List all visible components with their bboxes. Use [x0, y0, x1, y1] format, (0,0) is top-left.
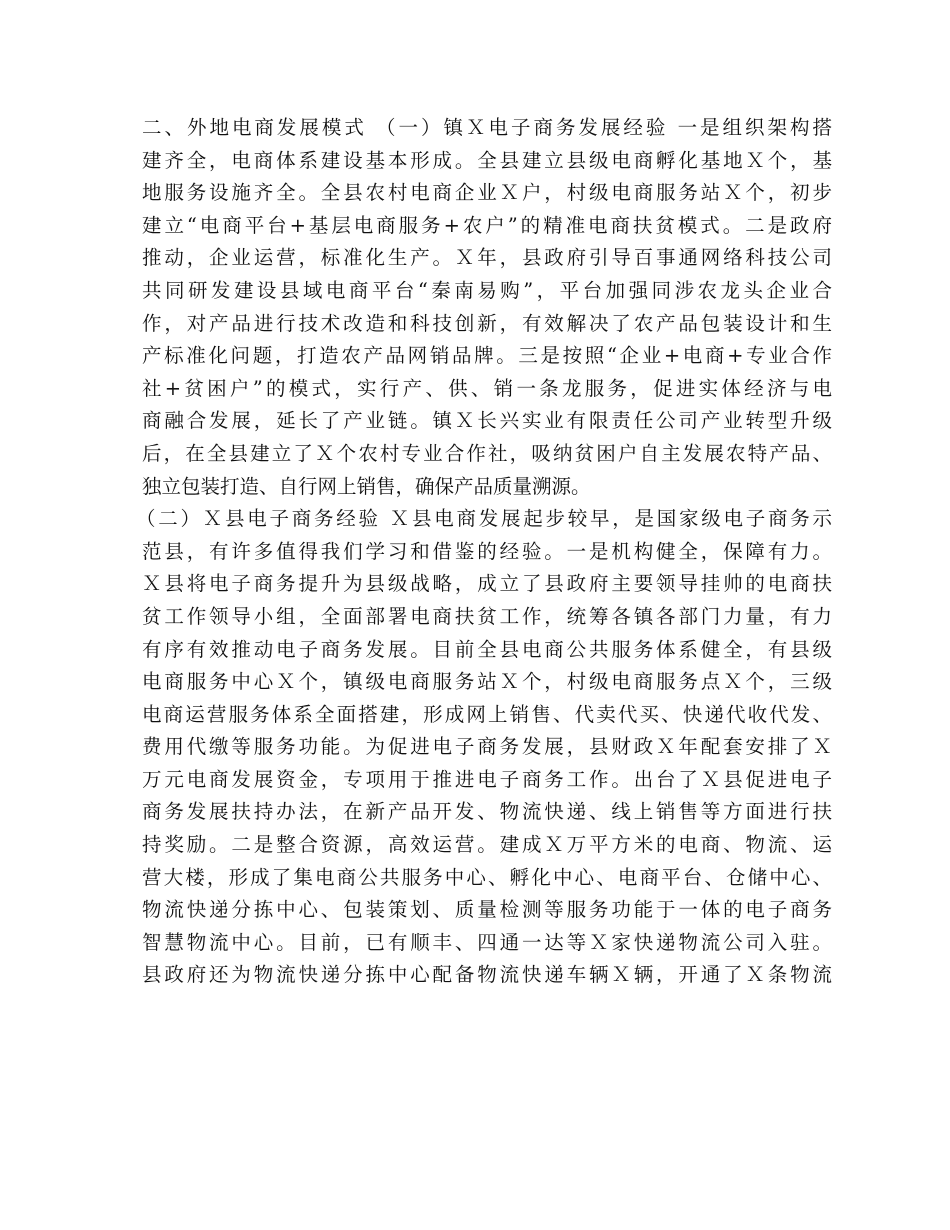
- text-line: 持奖励。二是整合资源，高效运营。建成Ｘ万平方米的电商、物流、运: [142, 833, 832, 857]
- text-line: 建齐全，电商体系建设基本形成。全县建立县级电商孵化基地Ｘ个，基: [142, 148, 832, 172]
- text-line: 作，对产品进行技术改造和科技创新，有效解决了农产品包装设计和生: [142, 311, 832, 335]
- text-line: 万元电商发展资金，专项用于推进电子商务工作。出台了Ｘ县促进电子: [142, 767, 832, 791]
- text-line: 营大楼，形成了集电商公共服务中心、孵化中心、电商平台、仓储中心、: [142, 865, 832, 889]
- text-line: 有序有效推动电子商务发展。目前全县电商公共服务体系健全，有县级: [142, 637, 832, 661]
- text-line: （二）Ｘ县电子商务经验 Ｘ县电商发展起步较早，是国家级电子商务示: [136, 507, 832, 531]
- text-line: 范县，有许多值得我们学习和借鉴的经验。一是机构健全，保障有力。: [142, 539, 832, 563]
- body-text: [136, 112, 832, 992]
- text-line: 推动，企业运营，标准化生产。Ｘ年，县政府引导百事通网络科技公司: [142, 246, 832, 270]
- text-line: 贫工作领导小组，全面部署电商扶贫工作，统筹各镇各部门力量，有力: [142, 604, 832, 628]
- text-line: 电商服务中心Ｘ个，镇级电商服务站Ｘ个，村级电商服务点Ｘ个，三级: [142, 670, 832, 694]
- text-line: 智慧物流中心。目前，已有顺丰、四通一达等Ｘ家快递物流公司入驻。: [142, 930, 832, 954]
- text-line: 建立“电商平台+基层电商服务+农户”的精准电商扶贫模式。二是政府: [142, 213, 832, 237]
- text-line: 商务发展扶持办法，在新产品开发、物流快递、线上销售等方面进行扶: [142, 800, 832, 824]
- text-line: 产标准化问题，打造农产品网销品牌。三是按照“企业+电商+专业合作: [142, 344, 832, 368]
- text-line: 二、外地电商发展模式 （一）镇Ｘ电子商务发展经验 一是组织架构搭: [142, 116, 832, 139]
- text-line: 地服务设施齐全。全县农村电商企业Ｘ户，村级电商服务站Ｘ个，初步: [142, 181, 832, 205]
- text-line: 共同研发建设县域电商平台“秦南易购”，平台加强同涉农龙头企业合: [142, 278, 832, 302]
- text-line: 费用代缴等服务功能。为促进电子商务发展，县财政Ｘ年配套安排了Ｘ: [142, 735, 832, 759]
- text-line: 后，在全县建立了Ｘ个农村专业合作社，吸纳贫困户自主发展农特产品、: [142, 441, 832, 465]
- text-line: Ｘ县将电子商务提升为县级战略，成立了县政府主要领导挂帅的电商扶: [142, 572, 832, 596]
- text-line: 独立包装打造、自行网上销售，确保产品质量溯源。: [142, 474, 591, 498]
- text-line: 县政府还为物流快递分拣中心配备物流快递车辆Ｘ辆，开通了Ｘ条物流: [142, 963, 832, 987]
- text-line: 物流快递分拣中心、包装策划、质量检测等服务功能于一体的电子商务: [142, 898, 832, 922]
- text-line: 商融合发展，延长了产业链。镇Ｘ长兴实业有限责任公司产业转型升级: [142, 409, 832, 433]
- text-line: 社+贫困户”的模式，实行产、供、销一条龙服务，促进实体经济与电: [142, 376, 832, 400]
- text-line: 电商运营服务体系全面搭建，形成网上销售、代卖代买、快递代收代发、: [142, 702, 832, 726]
